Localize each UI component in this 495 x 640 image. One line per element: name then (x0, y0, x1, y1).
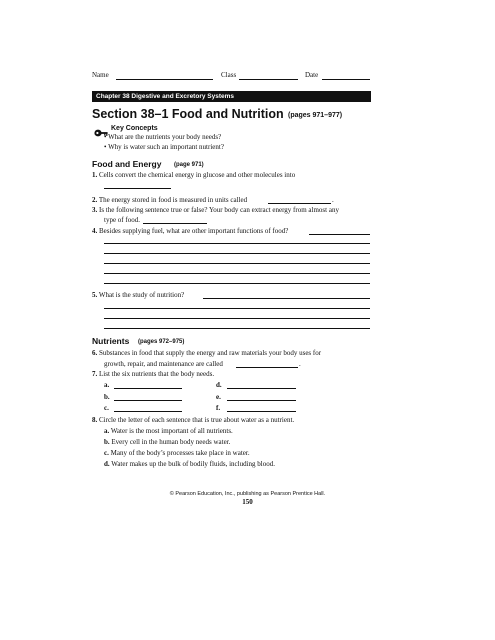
copyright-notice: © Pearson Education, Inc., publishing as Pearson Prentice Hall. (169, 491, 326, 497)
answer-5-line[interactable] (104, 308, 370, 309)
nutrient-f-letter: f. (216, 404, 221, 412)
question-1: 1. Cells convert the chemical energy in glucose and other molecules into (92, 171, 296, 179)
food-energy-heading: Food and Energy (92, 159, 162, 169)
date-field[interactable] (322, 79, 370, 80)
nutrients-pages: (pages 972–975) (138, 339, 185, 345)
question-6-end: . (299, 360, 301, 368)
question-2: 2. The energy stored in food is measured in units called (92, 196, 248, 204)
nutrient-e-field[interactable] (227, 400, 296, 401)
nutrient-f-field[interactable] (227, 411, 296, 412)
key-concept-2: • Why is water such an important nutrient? (104, 143, 224, 151)
question-6: 6. Substances in food that supply the energy and raw materials your body uses for (92, 349, 322, 357)
question-6-cont: growth, repair, and maintenance are called (104, 360, 223, 368)
answer-4-line[interactable] (104, 283, 370, 284)
section-title: Section 38–1 Food and Nutrition (92, 107, 284, 121)
answer-3-field[interactable] (143, 223, 207, 224)
question-5: 5. What is the study of nutrition? (92, 291, 185, 299)
nutrient-b-letter: b. (104, 393, 110, 401)
key-icon (94, 124, 108, 132)
question-3: 3. Is the following sentence true or false? Your body can extract energy from almost any (92, 206, 339, 214)
answer-4-line[interactable] (104, 263, 370, 264)
answer-4-line[interactable] (104, 243, 370, 244)
name-label: Name (92, 71, 109, 79)
nutrient-b-field[interactable] (114, 400, 182, 401)
choice-d[interactable]: d. Water makes up the bulk of bodily fluids, including blood. (104, 460, 275, 468)
answer-5-line[interactable] (104, 328, 370, 329)
answer-1-field[interactable] (104, 188, 171, 189)
nutrients-heading: Nutrients (92, 336, 130, 346)
nutrient-a-field[interactable] (114, 388, 182, 389)
nutrient-c-letter: c. (104, 404, 109, 412)
answer-6-field[interactable] (236, 367, 298, 368)
choice-c[interactable]: c. Many of the body’s processes take place in water. (104, 449, 250, 457)
class-field[interactable] (239, 79, 298, 80)
chapter-bar (92, 91, 371, 102)
answer-2-field[interactable] (268, 203, 331, 204)
page-number: 150 (242, 498, 253, 506)
nutrient-a-letter: a. (104, 381, 110, 389)
question-8: 8. Circle the letter of each sentence that is true about water as a nutrient. (92, 416, 295, 424)
answer-4-line[interactable] (104, 273, 370, 274)
date-label: Date (305, 71, 319, 79)
section-pages: (pages 971–977) (288, 112, 343, 119)
question-3-cont: type of food. (104, 216, 140, 224)
key-concepts-heading: Key Concepts (111, 125, 158, 132)
class-label: Class (221, 71, 237, 79)
key-concept-1: • What are the nutrients your body needs? (104, 133, 222, 141)
answer-4-line[interactable] (309, 234, 370, 235)
name-field[interactable] (116, 79, 213, 80)
choice-b[interactable]: b. Every cell in the human body needs water. (104, 438, 231, 446)
question-7: 7. List the six nutrients that the body needs. (92, 370, 215, 378)
nutrient-c-field[interactable] (114, 411, 182, 412)
answer-4-line[interactable] (104, 253, 370, 254)
question-2-end: . (332, 196, 334, 204)
nutrient-d-field[interactable] (227, 388, 296, 389)
chapter-title: Chapter 38 Digestive and Excretory Systems (96, 93, 235, 100)
answer-5-line[interactable] (203, 298, 370, 299)
food-energy-pages: (page 971) (174, 162, 204, 168)
question-4: 4. Besides supplying fuel, what are other important functions of food? (92, 227, 289, 235)
answer-5-line[interactable] (104, 318, 370, 319)
nutrient-e-letter: e. (216, 393, 221, 401)
choice-a[interactable]: a. Water is the most important of all nutrients. (104, 427, 233, 435)
nutrient-d-letter: d. (216, 381, 222, 389)
